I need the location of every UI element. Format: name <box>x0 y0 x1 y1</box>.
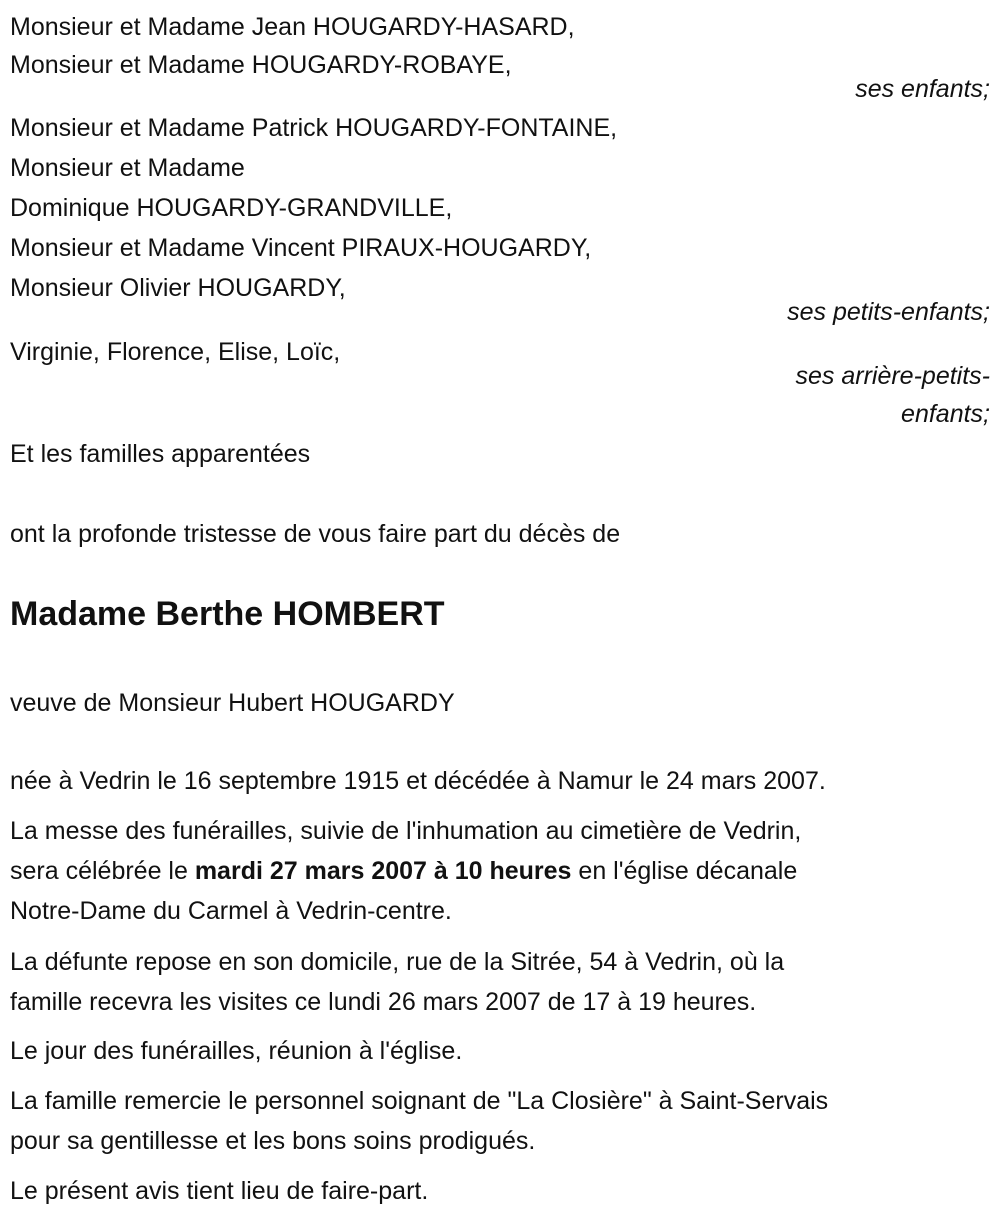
deceased-name: Madame Berthe HOMBERT <box>10 595 445 633</box>
grandchild-line: Monsieur et Madame <box>10 154 245 182</box>
meeting: Le jour des funérailles, réunion à l'église. <box>10 1037 463 1065</box>
great-grandchildren-label-cont: enfants; <box>901 400 990 428</box>
birth-death: née à Vedrin le 16 septembre 1915 et décédée à Namur le 24 mars 2007. <box>10 767 826 795</box>
great-grandchildren: Virginie, Florence, Elise, Loïc, <box>10 338 341 366</box>
thanks-line: pour sa gentillesse et les bons soins prodigués. <box>10 1127 536 1155</box>
visitation-line: La défunte repose en son domicile, rue de la Sitrée, 54 à Vedrin, où la <box>10 948 785 976</box>
grandchild-line: Dominique HOUGARDY-GRANDVILLE, <box>10 194 453 222</box>
grandchild-line: Monsieur et Madame Patrick HOUGARDY-FONTAINE, <box>10 114 618 142</box>
funeral-text: en l'église décanale <box>571 857 798 885</box>
notice: Le présent avis tient lieu de faire-part. <box>10 1177 429 1205</box>
relatives: Et les familles apparentées <box>10 440 311 468</box>
grandchild-line: Monsieur Olivier HOUGARDY, <box>10 274 346 302</box>
visitation-line: famille recevra les visites ce lundi 26 mars 2007 de 17 à 19 heures. <box>10 988 757 1016</box>
great-grandchildren-label: ses arrière-petits- <box>795 362 990 390</box>
funeral-text: sera célébrée le <box>10 857 195 885</box>
funeral-line <box>10 856 797 886</box>
grandchildren-label: ses petits-enfants; <box>787 298 990 326</box>
grandchild-line: Monsieur et Madame Vincent PIRAUX-HOUGARDY, <box>10 234 592 262</box>
child-line: Monsieur et Madame HOUGARDY-ROBAYE, <box>10 51 512 79</box>
widow-of: veuve de Monsieur Hubert HOUGARDY <box>10 689 455 717</box>
funeral-date: mardi 27 mars 2007 à 10 heures <box>194 857 572 885</box>
children-label: ses enfants; <box>855 75 990 103</box>
funeral-line: Notre-Dame du Carmel à Vedrin-centre. <box>10 897 452 925</box>
child-line: Monsieur et Madame Jean HOUGARDY-HASARD, <box>10 13 575 41</box>
announcement: ont la profonde tristesse de vous faire part du décès de <box>10 520 621 548</box>
thanks-line: La famille remercie le personnel soignant de "La Closière" à Saint-Servais <box>10 1087 829 1115</box>
funeral-line: La messe des funérailles, suivie de l'inhumation au cimetière de Vedrin, <box>10 817 802 845</box>
